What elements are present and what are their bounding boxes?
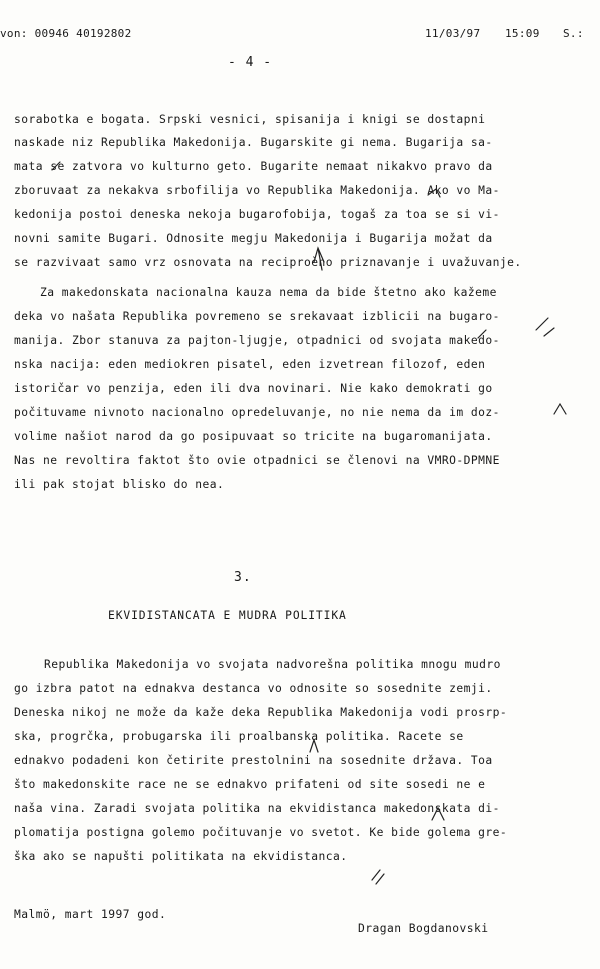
body-line: naša vina. Zaradi svojata politika na ekvidistanca makedonskata di- (14, 802, 500, 815)
body-line: go izbra patot na ednakva destanca vo odnosite so sosednite zemji. (14, 682, 493, 695)
closing-author: Dragan Bogdanovski (358, 922, 489, 935)
body-line: ška ako se napušti politikata na ekvidistanca. (14, 850, 348, 863)
body-line: mata se zatvora vo kulturno geto. Bugarite nemaat nikakvo pravo da (14, 160, 493, 173)
body-line: naskade niz Republika Makedonija. Bugarskite gi nema. Bugarija sa- (14, 136, 493, 149)
body-line: ednakvo podadeni kon četirite prestolnini na sosednite država. Toa (14, 754, 493, 767)
fax-time: 15:09 (505, 27, 540, 40)
body-line: ili pak stojat blisko do nea. (14, 478, 225, 491)
section-number: 3. (234, 570, 252, 585)
correction-mark (372, 870, 384, 884)
body-line: novni samite Bugari. Odnosite megju Makedonija i Bugarija možat da (14, 232, 493, 245)
body-line: kedonija postoi deneska nekoja bugarofobija, togaš za toa se si vi- (14, 208, 500, 221)
body-line: istoričar vo penzija, eden ili dva novinari. Nie kako demokrati go (14, 382, 493, 395)
body-line: zboruvaat za nekakva srbofilija vo Republika Makedonija. Ako vo Ma- (14, 184, 500, 197)
body-line: Republika Makedonija vo svojata nadvorešna politika mnogu mudro (44, 658, 501, 671)
body-line: plomatija postigna golemo počituvanje vo svetot. Ke bide golema gre- (14, 826, 508, 839)
fax-header (0, 26, 600, 42)
body-line: nska nacija: eden mediokren pisatel, eden izvetrean filozof, eden (14, 358, 486, 371)
body-line: što makedonskite race ne se ednakvo prifateni od site sosedi ne e (14, 778, 486, 791)
body-line: počituvame nivnoto nacionalno opredeluvanje, no nie nema da im doz- (14, 406, 500, 419)
section-title: EKVIDISTANCATA E MUDRA POLITIKA (108, 609, 347, 622)
body-line: Za makedonskata nacionalna kauza nema da bide štetno ako kažeme (40, 286, 497, 299)
fax-page-label: S.: (563, 27, 584, 40)
body-line: deka vo našata Republika povremeno se srekavaat izblicii na bugaro- (14, 310, 500, 323)
body-line: ska, progrčka, probugarska ili proalbanska politika. Racete se (14, 730, 464, 743)
body-line: sorabotka e bogata. Srpski vesnici, spisanija i knigi se dostapni (14, 113, 486, 126)
closing-place-date: Malmö, mart 1997 god. (14, 908, 167, 921)
body-line: se razvivaat samo vrz osnovata na reciproèno priznavanje i uvažuvanje. (14, 256, 522, 269)
body-line: manija. Zbor stanuva za pajton-ljugje, otpadnici od svojata makedo- (14, 334, 500, 347)
page-number: - 4 - (228, 55, 273, 70)
body-line: Nas ne revoltira faktot što ovie otpadnici se členovi na VMRO-DPMNE (14, 454, 500, 467)
body-line: volime našiot narod da go posipuvaat so tricite na bugaromanijata. (14, 430, 493, 443)
body-line: Deneska nikoj ne može da kaže deka Republika Makedonija vodi prosrp- (14, 706, 508, 719)
fax-date: 11/03/97 (425, 27, 481, 40)
fax-sender-number: von: 00946 40192802 (0, 27, 132, 40)
